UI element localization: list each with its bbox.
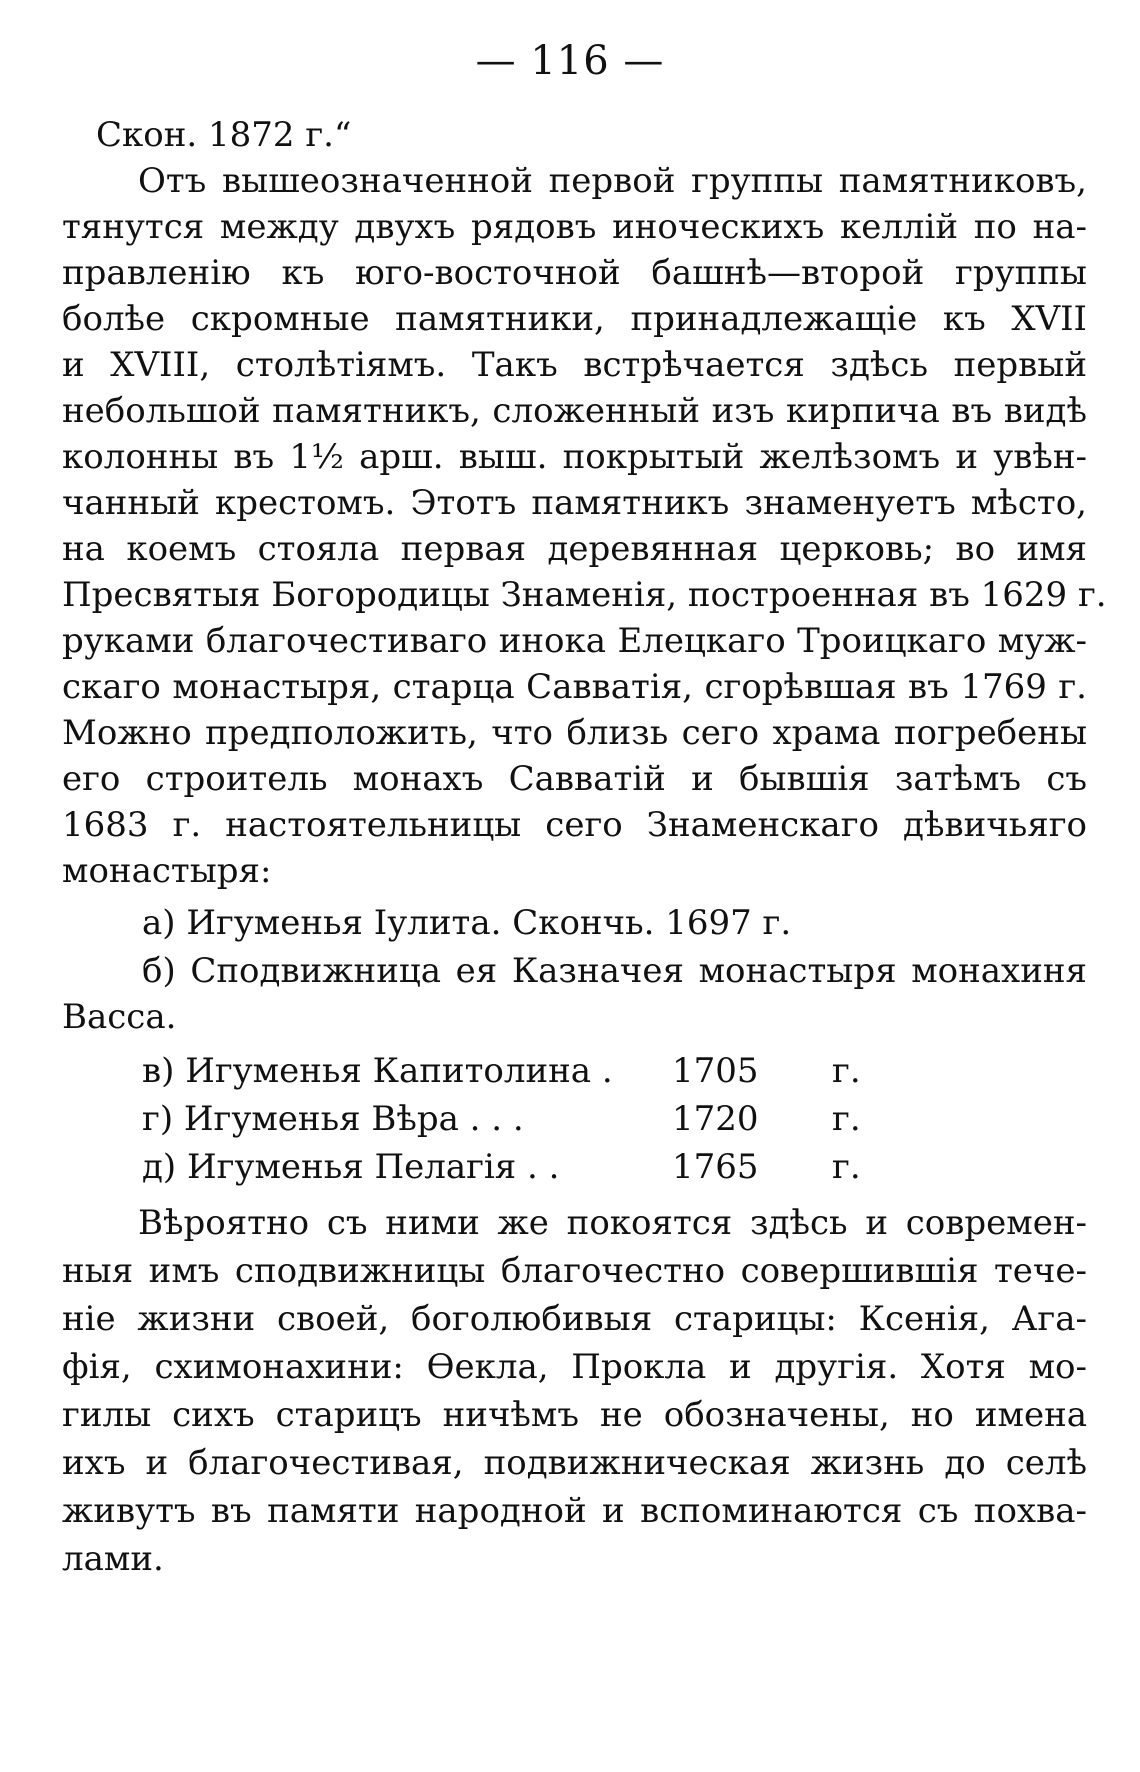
paragraph-line: его строитель монахъ Савватій и бывшія затѣмъ съ (62, 759, 1087, 799)
paragraph-line: правленію къ юго-восточной башнѣ—второй группы (62, 253, 1087, 293)
header-line: Скон. 1872 г.“ (96, 115, 352, 155)
list-item-year: 1720 (672, 1099, 759, 1139)
list-item-name: в) Игуменья Капитолина . (142, 1051, 613, 1091)
list-item-unit: г. (832, 1051, 861, 1091)
paragraph-line: тянутся между двухъ рядовъ иноческихъ келлій по на- (62, 207, 1087, 247)
list-item-unit: г. (832, 1099, 861, 1139)
paragraph-line: ныя имъ сподвижницы благочестно совершившія тече- (62, 1251, 1087, 1291)
paragraph-line: лами. (62, 1539, 164, 1579)
paragraph-line: Пресвятыя Богородицы Знаменія, построенная въ 1629 г. (62, 575, 1107, 615)
paragraph-line: монастыря: (62, 851, 272, 891)
list-item-d (142, 1144, 1087, 1190)
list-item-a: а) Игуменья Іулита. Скончь. 1697 г. (142, 903, 792, 943)
list-item-unit: г. (832, 1147, 861, 1187)
paragraph-line: небольшой памятникъ, сложенный изъ кирпича въ видѣ (62, 391, 1087, 431)
list-item-year: 1705 (672, 1051, 759, 1091)
paragraph-line: гилы сихъ старицъ ничѣмъ не обозначены, но имена (62, 1395, 1087, 1435)
list-item-g (142, 1096, 1087, 1142)
list-item-v (142, 1048, 1087, 1094)
list-item-year: 1765 (672, 1147, 759, 1187)
paragraph-line: Вѣроятно съ ними же покоятся здѣсь и современ- (138, 1203, 1087, 1243)
paragraph-line: колонны въ 1½ арш. выш. покрытый желѣзомъ и увѣн- (62, 437, 1087, 477)
paragraph-line: живутъ въ памяти народной и вспоминаются съ похва- (62, 1491, 1087, 1531)
paragraph-line: ніе жизни своей, боголюбивыя старицы: Ксенія, Ага- (62, 1299, 1087, 1339)
list-item-b: б) Сподвижница ея Казначея монастыря монахиня (142, 951, 1087, 991)
paragraph-line: 1683 г. настоятельницы сего Знаменскаго дѣвичьяго (62, 805, 1087, 845)
paragraph-line: чанный крестомъ. Этотъ памятникъ знаменуетъ мѣсто, (62, 483, 1087, 523)
paragraph-line: фія, схимонахини: Ѳекла, Прокла и другія. Хотя мо- (62, 1347, 1087, 1387)
paragraph-line: ихъ и благочестивая, подвижническая жизнь до селѣ (62, 1443, 1087, 1483)
paragraph-line: на коемъ стояла первая деревянная церковь; во имя (62, 529, 1087, 569)
paragraph-line: руками благочестиваго инока Елецкаго Троицкаго муж- (62, 621, 1087, 661)
list-item-name: г) Игуменья Вѣра . . . (142, 1099, 524, 1139)
paragraph-line: скаго монастыря, старца Савватія, сгорѣвшая въ 1769 г. (62, 667, 1087, 707)
list-item-name: д) Игуменья Пелагія . . (142, 1147, 560, 1187)
paragraph-line: Можно предположить, что близь сего храма погребены (62, 713, 1087, 753)
paragraph-line: болѣе скромные памятники, принадлежащіе къ XVII (62, 299, 1087, 339)
page-number: — 116 — (475, 38, 665, 84)
list-item-b-continuation: Васса. (62, 997, 177, 1037)
paragraph-line: и XVIII, столѣтіямъ. Такъ встрѣчается здѣсь первый (62, 345, 1087, 385)
paragraph-line: Отъ вышеозначенной первой группы памятниковъ, (138, 161, 1087, 201)
